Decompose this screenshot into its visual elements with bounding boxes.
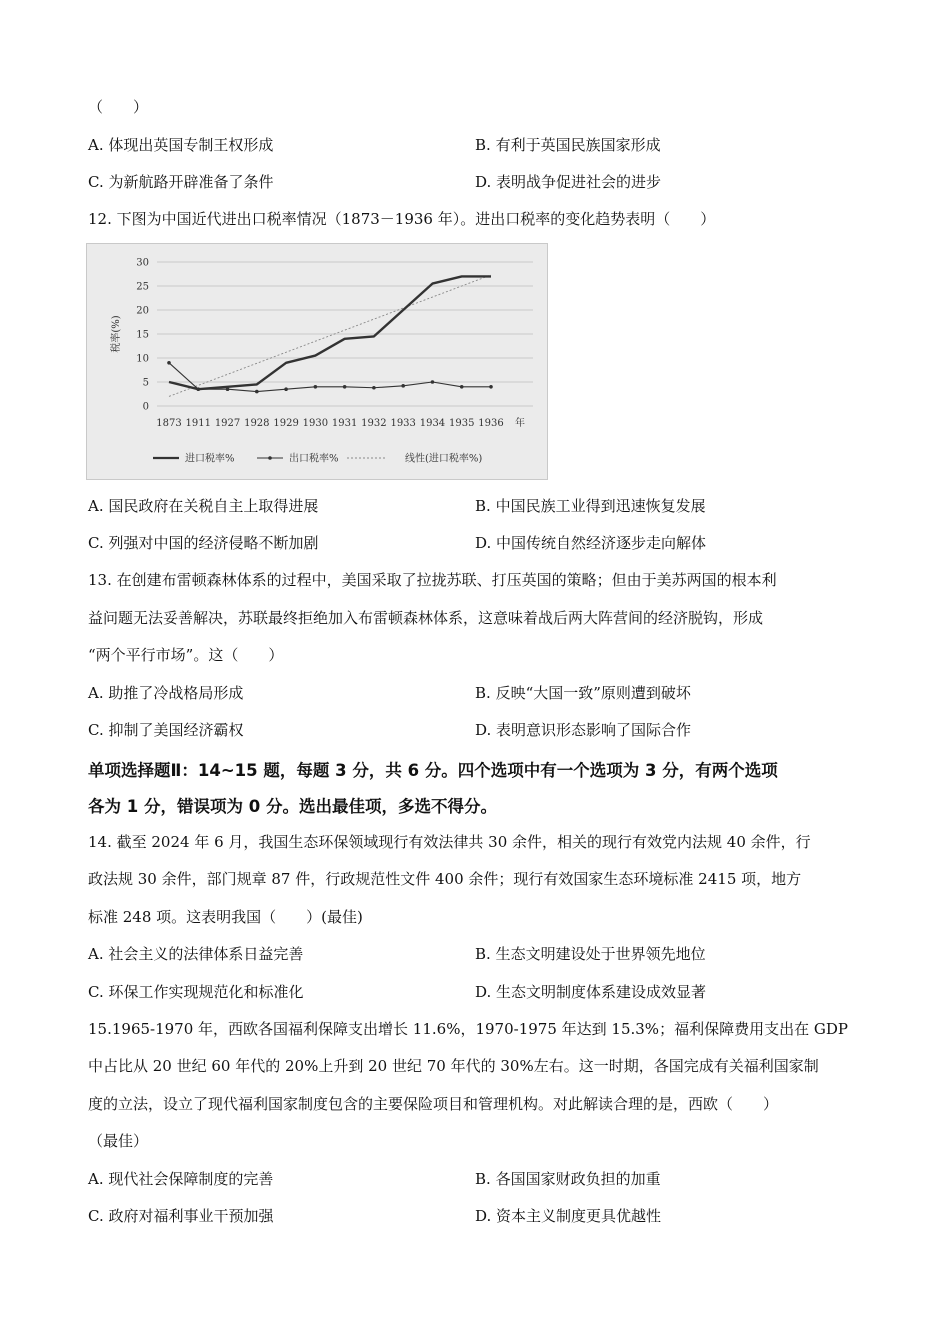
q13-stem-line-3: “两个平行市场”。这（ ） xyxy=(88,646,284,664)
export-rate-point xyxy=(401,384,405,388)
y-axis-label: 税率(%) xyxy=(111,315,122,353)
y-tick-label: 5 xyxy=(142,377,149,389)
export-rate-point xyxy=(460,385,464,389)
q14-stem-line-2: 政法规 30 余件，部门规章 87 件，行政规范性文件 400 余件；现行有效国家生态环境标准 2415 项，地方 xyxy=(88,870,802,888)
chart-svg xyxy=(87,244,547,479)
x-tick-label: 1936 xyxy=(478,418,504,429)
q15-stem-line-3: 度的立法，设立了现代福利国家制度包含的主要保险项目和管理机构。对此解读合理的是，西欧（ ） xyxy=(88,1095,779,1113)
q12-option-c[interactable]: C. 列强对中国的经济侵略不断加剧 xyxy=(88,534,319,552)
q14-option-c[interactable]: C. 环保工作实现规范化和标准化 xyxy=(88,983,304,1001)
export-rate-point xyxy=(196,387,200,391)
q13-option-d[interactable]: D. 表明意识形态影响了国际合作 xyxy=(475,721,692,739)
q14-stem-line-1: 14. 截至 2024 年 6 月，我国生态环保领域现行有效法律共 30 余件，相关的现行有效党内法规 40 余件，行 xyxy=(88,833,811,851)
export-rate-point xyxy=(284,387,288,391)
legend-trend-label: 线性(进口税率%) xyxy=(405,453,483,465)
x-tick-label: 1931 xyxy=(331,418,358,429)
q12-stem: 12. 下图为中国近代进出口税率情况（1873－1936 年）。进出口税率的变化趋势表明（ ） xyxy=(88,210,716,228)
q15-option-b[interactable]: B. 各国国家财政负担的加重 xyxy=(475,1170,661,1188)
y-tick-label: 15 xyxy=(136,329,149,341)
tariff-rate-chart xyxy=(86,243,548,480)
x-tick-label: 1934 xyxy=(419,418,446,429)
q15-option-c[interactable]: C. 政府对福利事业干预加强 xyxy=(88,1207,274,1225)
y-tick-label: 0 xyxy=(142,401,149,413)
q15-stem-line-4: （最佳） xyxy=(88,1132,149,1150)
x-tick-label: 1930 xyxy=(302,418,329,429)
x-tick-label: 1911 xyxy=(185,418,211,429)
x-tick-label: 1929 xyxy=(273,418,299,429)
legend-import-label: 进口税率% xyxy=(185,453,235,465)
q13-option-c[interactable]: C. 抑制了美国经济霸权 xyxy=(88,721,244,739)
section2-heading-line-2: 各为 1 分，错误项为 0 分。选出最佳项，多选不得分。 xyxy=(88,797,497,816)
y-tick-label: 20 xyxy=(136,305,149,317)
q13-stem-line-1: 13. 在创建布雷顿森林体系的过程中，美国采取了拉拢苏联、打压英国的策略；但由于美苏两国的根本利 xyxy=(88,571,777,589)
q15-option-d[interactable]: D. 资本主义制度更具优越性 xyxy=(475,1207,662,1225)
export-rate-point xyxy=(343,385,347,389)
q13-stem-line-2: 益问题无法妥善解决，苏联最终拒绝加入布雷顿森林体系，这意味着战后两大阵营间的经济脱钩，形成 xyxy=(88,609,764,627)
q11-stem-tail: （ ） xyxy=(88,98,149,116)
y-tick-label: 10 xyxy=(136,353,149,365)
q14-stem-line-3: 标准 248 项。这表明我国（ ）(最佳) xyxy=(88,908,363,926)
q11-option-a[interactable]: A. 体现出英国专制王权形成 xyxy=(88,136,274,154)
q11-option-c[interactable]: C. 为新航路开辟准备了条件 xyxy=(88,173,274,191)
x-tick-label: 1933 xyxy=(390,418,416,429)
q12-option-d[interactable]: D. 中国传统自然经济逐步走向解体 xyxy=(475,534,707,552)
q13-option-b[interactable]: B. 反映“大国一致”原则遭到破坏 xyxy=(475,684,691,702)
x-tick-label: 1873 xyxy=(156,418,182,429)
q13-option-a[interactable]: A. 助推了冷战格局形成 xyxy=(88,684,244,702)
export-rate-point xyxy=(431,380,435,384)
section2-heading-line-1: 单项选择题Ⅱ：14~15 题，每题 3 分，共 6 分。四个选项中有一个选项为 3 分，有两个选项 xyxy=(88,761,778,780)
legend-export-label: 出口税率% xyxy=(289,453,339,465)
x-tick-label: 1932 xyxy=(361,418,387,429)
y-tick-label: 30 xyxy=(136,257,149,269)
export-rate-point xyxy=(226,387,230,391)
q14-option-a[interactable]: A. 社会主义的法律体系日益完善 xyxy=(88,945,304,963)
export-rate-point xyxy=(489,385,493,389)
q14-option-b[interactable]: B. 生态文明建设处于世界领先地位 xyxy=(475,945,706,963)
y-tick-label: 25 xyxy=(136,281,149,293)
q12-option-b[interactable]: B. 中国民族工业得到迅速恢复发展 xyxy=(475,497,706,515)
x-tick-label: 1928 xyxy=(244,418,270,429)
export-rate-point xyxy=(255,390,259,394)
q14-option-d[interactable]: D. 生态文明制度体系建设成效显著 xyxy=(475,983,707,1001)
q15-option-a[interactable]: A. 现代社会保障制度的完善 xyxy=(88,1170,274,1188)
q12-option-a[interactable]: A. 国民政府在关税自主上取得进展 xyxy=(88,497,319,515)
export-rate-point xyxy=(314,385,318,389)
q15-stem-line-2: 中占比从 20 世纪 60 年代的 20%上升到 20 世纪 70 年代的 30%左右。这一时期，各国完成有关福利国家制 xyxy=(88,1057,819,1075)
legend-export-marker xyxy=(268,456,272,460)
import-trend-line xyxy=(169,275,491,396)
q11-option-d[interactable]: D. 表明战争促进社会的进步 xyxy=(475,173,662,191)
export-rate-point xyxy=(372,386,376,390)
x-tick-label: 1927 xyxy=(214,418,241,429)
x-axis-unit: 年 xyxy=(515,418,525,429)
q15-stem-line-1: 15.1965-1970 年，西欧各国福利保障支出增长 11.6%，1970-1975 年达到 15.3%；福利保障费用支出在 GDP xyxy=(88,1020,848,1038)
export-rate-point xyxy=(167,361,171,365)
x-tick-label: 1935 xyxy=(449,418,475,429)
q11-option-b[interactable]: B. 有利于英国民族国家形成 xyxy=(475,136,661,154)
